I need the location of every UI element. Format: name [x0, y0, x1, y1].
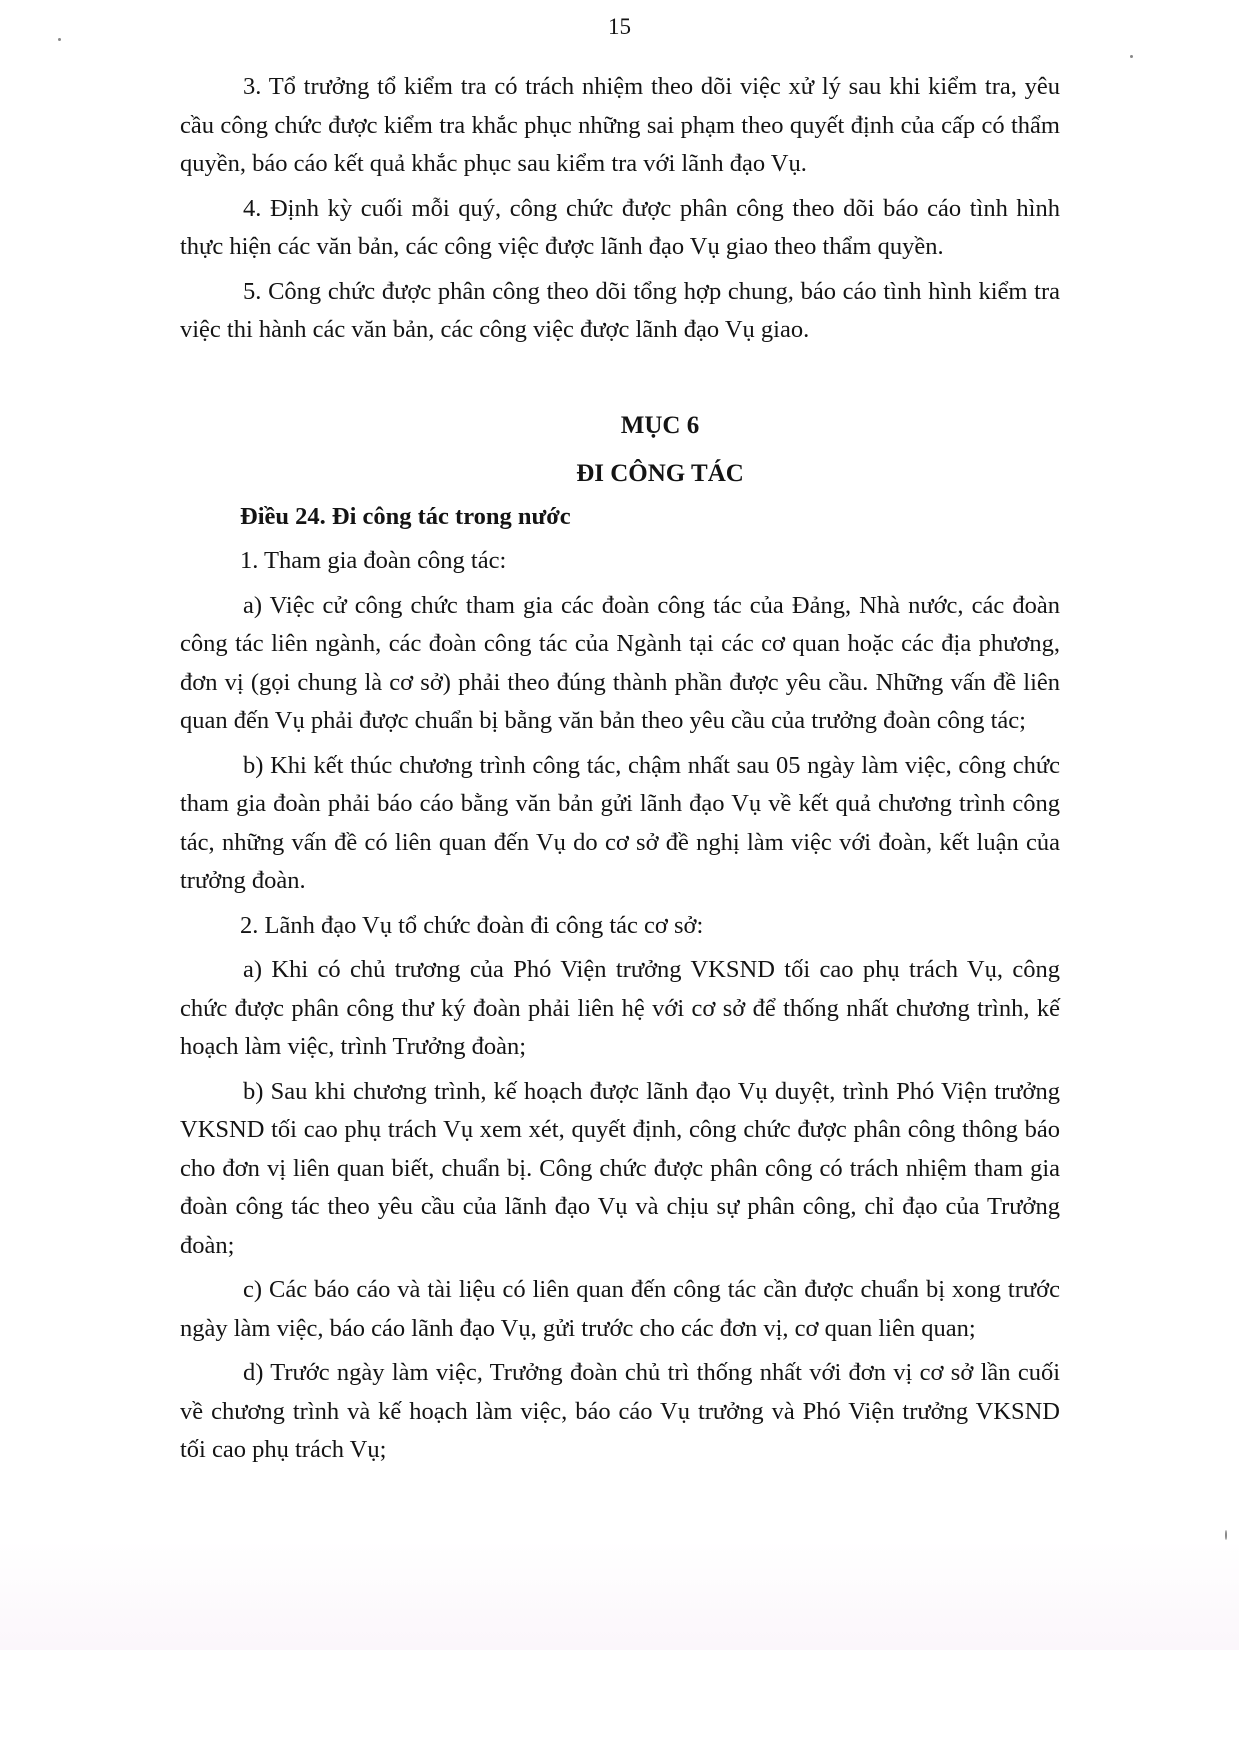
clause-2-item-b: b) Sau khi chương trình, kế hoạch được lãnh đạo Vụ duyệt, trình Phó Viện trưởng VKSND tối cao phụ trách Vụ xem xét, quyết định, công chức được phân công thông báo cho đơn vị liên quan biết, chuẩn bị. Công chức được phân công có trách nhiệm tham gia đoàn công tác theo yêu cầu của lãnh đạo Vụ và chịu sự phân công, chỉ đạo của Trưởng đoàn; — [180, 1077, 1060, 1259]
paragraph-item-3: 3. Tổ trưởng tổ kiểm tra có trách nhiệm theo dõi việc xử lý sau khi kiểm tra, yêu cầu công chức được kiểm tra khắc phục những sai phạm theo quyết định của cấp có thẩm quyền, báo cáo kết quả khắc phục sau kiểm tra với lãnh đạo Vụ. — [180, 73, 1060, 177]
paragraph-item-4: 4. Định kỳ cuối mỗi quý, công chức được phân công theo dõi báo cáo tình hình thực hiện các văn bản, các công việc được lãnh đạo Vụ giao theo thẩm quyền. — [180, 194, 1060, 260]
document-body — [180, 68, 1060, 1476]
clause-2-heading: 2. Lãnh đạo Vụ tổ chức đoàn đi công tác cơ sở: — [240, 911, 704, 939]
clause-1-heading: 1. Tham gia đoàn công tác: — [240, 547, 507, 574]
scan-speck — [58, 38, 61, 41]
section-label: MỤC 6 — [620, 411, 700, 439]
page-number: 15 — [608, 14, 631, 39]
clause-1-item-a: a) Việc cử công chức tham gia các đoàn công tác của Đảng, Nhà nước, các đoàn công tác liên ngành, các đoàn công tác của Ngành tại các cơ quan hoặc các địa phương, đơn vị (gọi chung là cơ sở) phải theo đúng thành phần được yêu cầu. Những vấn đề liên quan đến Vụ phải được chuẩn bị bằng văn bản theo yêu cầu của trưởng đoàn công tác; — [180, 591, 1060, 734]
scan-speck — [1130, 55, 1133, 58]
clause-1-item-b: b) Khi kết thúc chương trình công tác, chậm nhất sau 05 ngày làm việc, công chức tham gia đoàn phải báo cáo bằng văn bản gửi lãnh đạo Vụ về kết quả chương trình công tác, những vấn đề có liên quan đến Vụ do cơ sở đề nghị làm việc với đoàn, kết luận của trưởng đoàn. — [180, 751, 1060, 894]
section-spacer — [180, 356, 1060, 402]
clause-2-item-c: c) Các báo cáo và tài liệu có liên quan đến công tác cần được chuẩn bị xong trước ngày làm việc, báo cáo lãnh đạo Vụ, gửi trước cho các đơn vị, cơ quan liên quan; — [180, 1276, 1060, 1342]
clause-2-item-d: d) Trước ngày làm việc, Trưởng đoàn chủ trì thống nhất với đơn vị cơ sở lần cuối về chương trình và kế hoạch làm việc, báo cáo Vụ trưởng và Phó Viện trưởng VKSND tối cao phụ trách Vụ; — [180, 1359, 1060, 1463]
scan-artifact — [0, 1540, 1239, 1650]
section-title: ĐI CÔNG TÁC — [576, 459, 744, 487]
clause-2-item-a: a) Khi có chủ trương của Phó Viện trưởng VKSND tối cao phụ trách Vụ, công chức được phân công thư ký đoàn phải liên hệ với cơ sở để thống nhất chương trình, kế hoạch làm việc, trình Trưởng đoàn; — [180, 956, 1060, 1060]
paragraph-item-5: 5. Công chức được phân công theo dõi tổng hợp chung, báo cáo tình hình kiểm tra việc thi hành các văn bản, các công việc được lãnh đạo Vụ giao. — [180, 277, 1060, 343]
article-title: Điều 24. Đi công tác trong nước — [240, 502, 571, 530]
scan-speck — [1225, 1530, 1227, 1540]
